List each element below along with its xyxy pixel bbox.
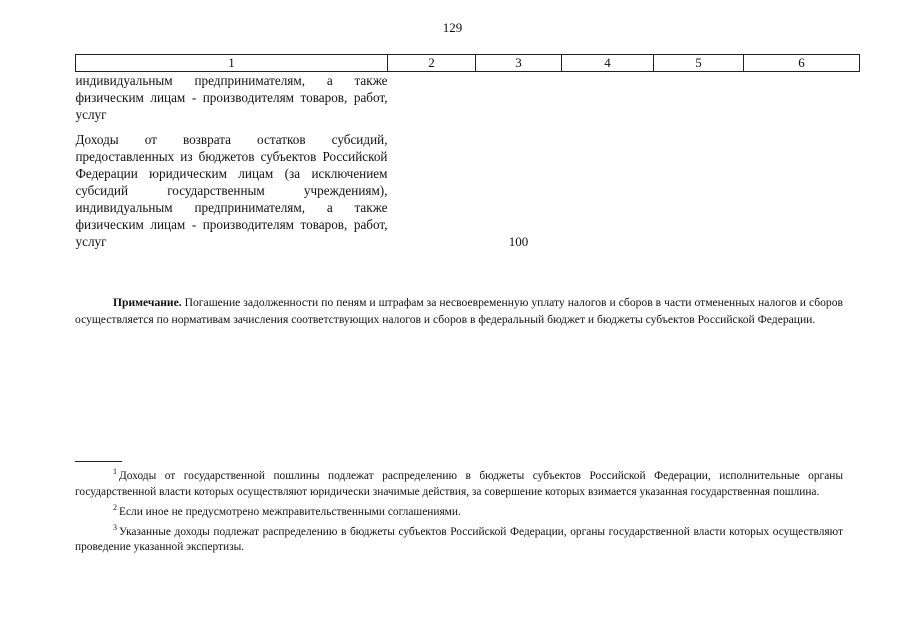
footnote-mark: 2 [113, 502, 117, 512]
column-header-6: 6 [744, 55, 860, 72]
row-value-col3 [476, 72, 562, 124]
note-text: Погашение задолженности по пеням и штрафам за несвоевременную уплату налогов и сборов в части отмененных налогов и сборов осуществляется по нормативам зачисления соответствующих налогов и сборов в федеральный бюджет и бюджеты субъектов Российской Федерации. [75, 295, 843, 326]
footnote-text: Если иное не предусмотрено межправительственными соглашениями. [119, 505, 461, 518]
footnote-text: Указанные доходы подлежат распределению в бюджеты субъектов Российской Федерации, органы государственной власти которых осуществляют проведение указанной экспертизы. [75, 525, 843, 554]
row-value-col6 [744, 72, 860, 124]
column-header-3: 3 [476, 55, 562, 72]
footnote-1 [75, 464, 843, 500]
row-value-col4 [562, 72, 654, 124]
page-number: 129 [442, 20, 463, 35]
table-row [76, 72, 860, 124]
footnote-separator [75, 461, 122, 462]
row-description: Доходы от возврата остатков субсидий, предоставленных из бюджетов субъектов Российской Федерации юридическим лицам (за исключением субсидий государственным учреждениям), индивидуальным предпринимателям, а также физическим лицам - производителям товаров, работ, услуг [75, 132, 388, 249]
column-header-5: 5 [654, 55, 744, 72]
row-value-col4 [562, 131, 654, 250]
footnote-2 [75, 500, 843, 520]
row-value-col6 [744, 131, 860, 250]
table-row [76, 131, 860, 250]
row-spacer [76, 123, 860, 131]
row-value-col5 [654, 72, 744, 124]
row-value-col5 [654, 131, 744, 250]
column-header-4: 4 [562, 55, 654, 72]
row-value-col2 [388, 131, 476, 250]
column-header-1: 1 [76, 55, 388, 72]
budget-table [75, 54, 860, 250]
footnote-text: Доходы от государственной пошлины подлежат распределению в бюджеты субъектов Российской Федерации, исполнительные органы государственной власти которых осуществляют юридически значимые действия, за совершение которых взимается указанная государственная пошлина. [75, 469, 843, 498]
footnotes [75, 464, 843, 555]
note-paragraph [75, 294, 843, 328]
footnote-mark: 1 [113, 467, 117, 476]
row-description: индивидуальным предпринимателям, а также физическим лицам - производителям товаров, работ, услуг [75, 73, 388, 122]
footnote-3 [75, 520, 843, 556]
table-header-row [76, 55, 860, 72]
column-header-2: 2 [388, 55, 476, 72]
row-value-col3: 100 [508, 234, 529, 249]
row-value-col2 [388, 72, 476, 124]
note-label: Примечание. [113, 295, 182, 309]
footnote-mark: 3 [113, 522, 117, 532]
